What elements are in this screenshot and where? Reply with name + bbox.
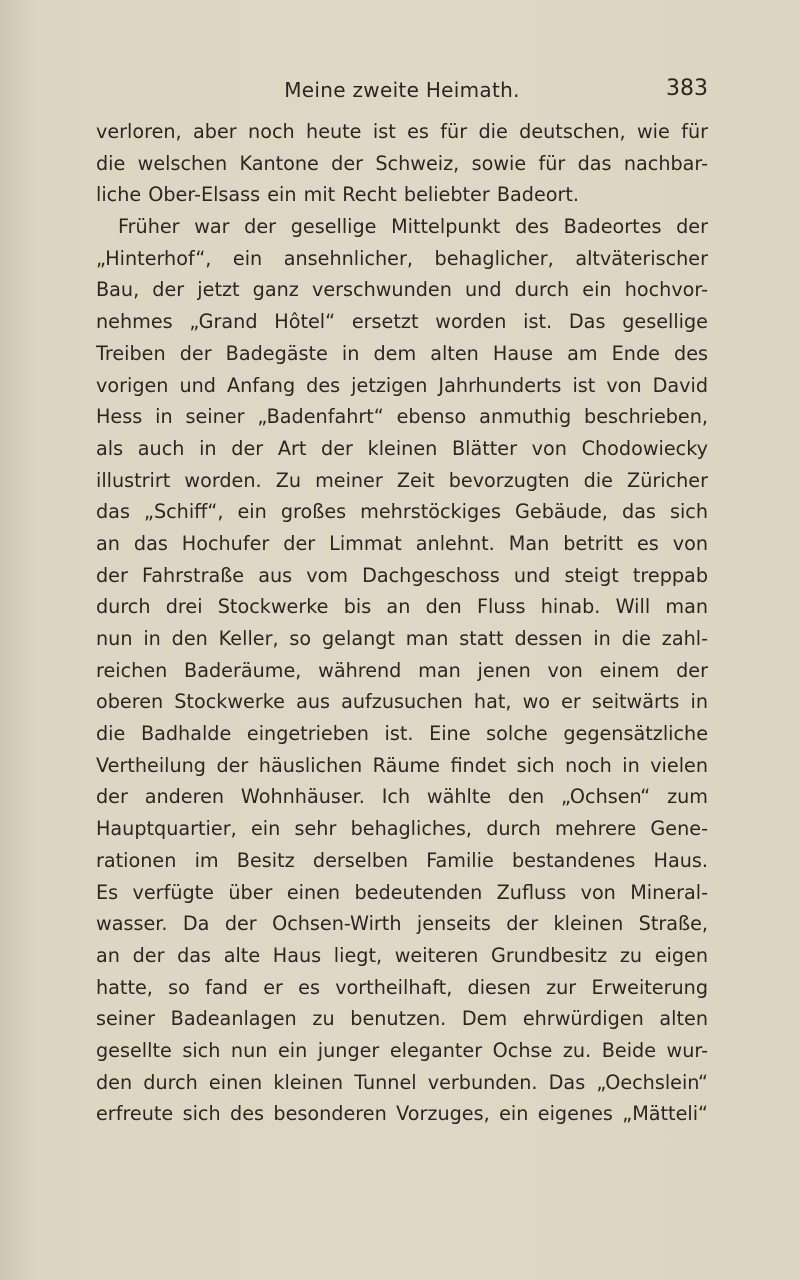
text-line: durch drei Stockwerke bis an den Fluss hinab. Will man — [96, 595, 708, 619]
text-line: den durch einen kleinen Tunnel verbunden. Das „Oechslein“ — [96, 1070, 708, 1094]
text-line: illustrirt worden. Zu meiner Zeit bevorzugten die Züricher — [96, 468, 708, 492]
text-line: reichen Baderäume, während man jenen von einem der — [96, 658, 708, 682]
text-line: Hauptquartier, ein sehr behagliches, durch mehrere Gene- — [96, 817, 708, 841]
text-line: Früher war der gesellige Mittelpunkt des Badeortes der — [118, 215, 708, 239]
body-text — [96, 116, 708, 1130]
text-line: seiner Badeanlagen zu benutzen. Dem ehrwürdigen alten — [96, 1007, 708, 1031]
text-line: an der das alte Haus liegt, weiteren Grundbesitz zu eigen — [96, 943, 708, 967]
page-header — [96, 72, 708, 108]
text-line: liche Ober-Elsass ein mit Recht beliebter Badeort. — [96, 183, 579, 207]
text-line: an das Hochufer der Limmat anlehnt. Man betritt es von — [96, 531, 708, 555]
text-line: vorigen und Anfang des jetzigen Jahrhunderts ist von David — [96, 373, 708, 397]
text-line: verloren, aber noch heute ist es für die deutschen, wie für — [96, 120, 708, 143]
text-line: rationen im Besitz derselben Familie bestandenes Haus. — [96, 848, 708, 872]
text-line: Es verfügte über einen bedeutenden Zufluss von Mineral- — [96, 880, 708, 904]
text-line: die Badhalde eingetrieben ist. Eine solche gegensätzliche — [96, 722, 708, 746]
running-title: Meine zweite Heimath. — [284, 78, 520, 102]
text-line: nehmes „Grand Hôtel“ ersetzt worden ist. Das gesellige — [96, 310, 708, 334]
text-line: Vertheilung der häuslichen Räume findet sich noch in vielen — [96, 753, 708, 777]
text-line: der Fahrstraße aus vom Dachgeschoss und steigt treppab — [96, 563, 708, 587]
text-line: Hess in seiner „Badenfahrt“ ebenso anmuthig beschrieben, — [96, 405, 708, 429]
text-line: als auch in der Art der kleinen Blätter von Chodowiecky — [96, 436, 708, 460]
text-line: „Hinterhof“, ein ansehnlicher, behaglicher, altväterischer — [96, 246, 708, 270]
text-line: Bau, der jetzt ganz verschwunden und durch ein hochvor- — [96, 278, 708, 302]
text-line: das „Schiff“, ein großes mehrstöckiges Gebäude, das sich — [96, 500, 708, 524]
text-line: die welschen Kantone der Schweiz, sowie für das nachbar- — [96, 151, 708, 175]
text-line: nun in den Keller, so gelangt man statt dessen in die zahl- — [96, 627, 708, 650]
text-line: gesellte sich nun ein junger eleganter Ochse zu. Beide wur- — [96, 1038, 708, 1062]
text-line: erfreute sich des besonderen Vorzuges, ein eigenes „Mätteli“ — [96, 1102, 708, 1126]
text-line: wasser. Da der Ochsen-Wirth jenseits der kleinen Straße, — [96, 912, 708, 936]
text-line: Treiben der Badegäste in dem alten Hause am Ende des — [96, 341, 708, 365]
text-line: der anderen Wohnhäuser. Ich wählte den „Ochsen“ zum — [96, 785, 708, 809]
text-line: oberen Stockwerke aus aufzusuchen hat, wo er seitwärts in — [96, 690, 708, 714]
text-line: hatte, so fand er es vortheilhaft, diesen zur Erweiterung — [96, 975, 708, 999]
page-number: 383 — [666, 76, 708, 101]
